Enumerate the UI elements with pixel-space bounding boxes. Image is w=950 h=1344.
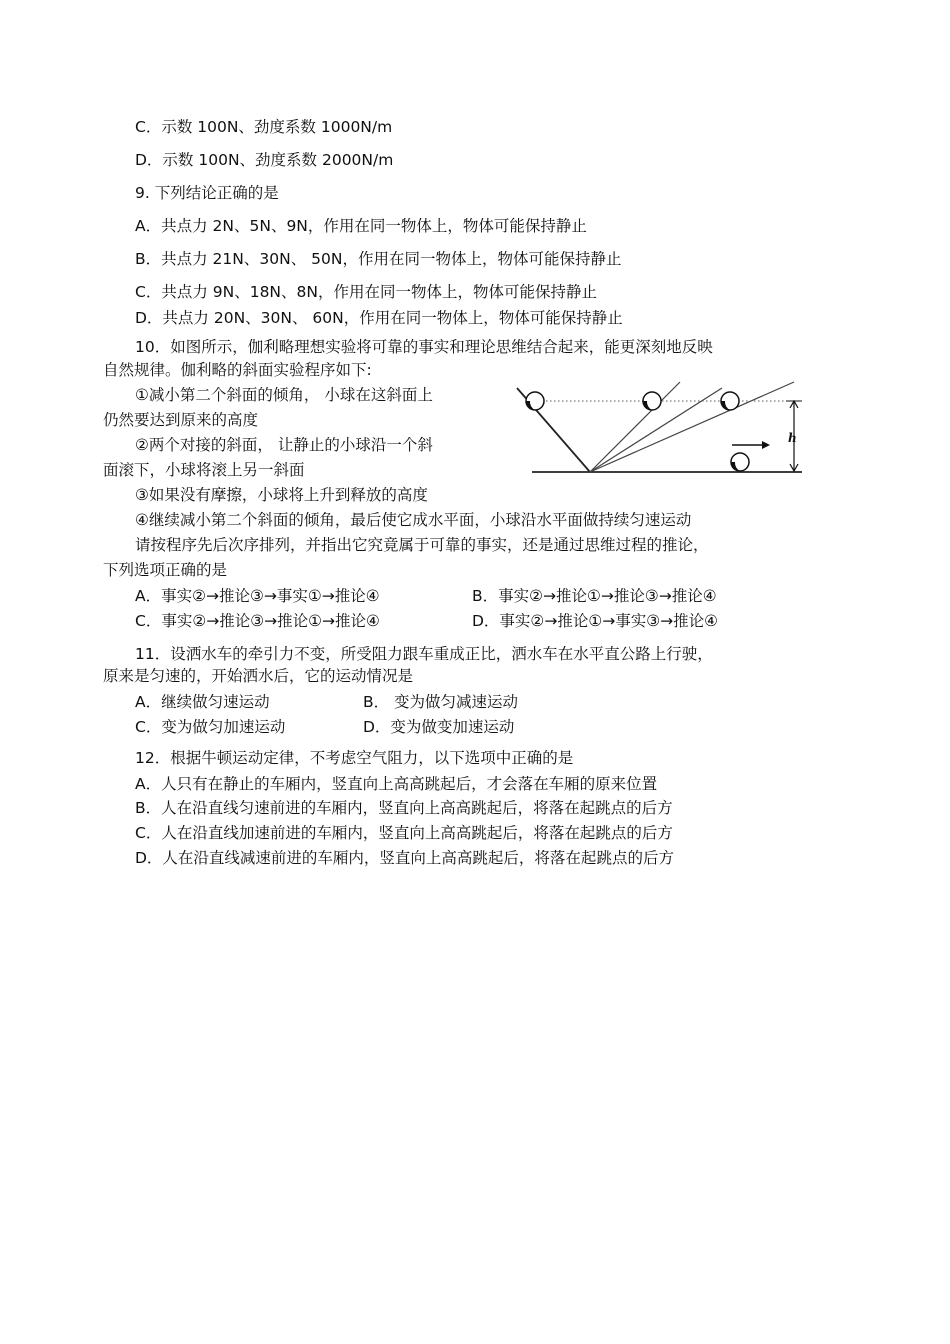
motion-arrowhead	[762, 441, 770, 449]
q11-option-b: B． 变为做匀减速运动	[363, 693, 519, 711]
q9-option-a: A．共点力 2N、5N、9N，作用在同一物体上，物体可能保持静止	[135, 217, 587, 235]
q8-option-d: D．示数 100N、劲度系数 2000N/m	[135, 151, 394, 169]
q10-step3: ③如果没有摩擦，小球将上升到释放的高度	[135, 486, 428, 504]
ball-start	[526, 392, 544, 410]
q10-step2-a: ②两个对接的斜面， 让静止的小球沿一个斜	[135, 436, 433, 454]
q9-stem: 9. 下列结论正确的是	[135, 184, 279, 202]
right-incline-steep	[590, 382, 680, 472]
right-incline-shallow	[590, 382, 794, 472]
ball-steep-incline	[643, 392, 661, 410]
q10-option-d: D．事实②→推论①→事实③→推论④	[472, 612, 718, 630]
ball-shallow-incline	[721, 392, 739, 410]
q11-option-d: D．变为做变加速运动	[363, 718, 515, 736]
q8-option-c: C．示数 100N、劲度系数 1000N/m	[135, 118, 393, 136]
q10-ask-line2: 下列选项正确的是	[103, 561, 228, 579]
q10-step1-b: 仍然要达到原来的高度	[103, 411, 259, 429]
q9-option-c: C．共点力 9N、18N、8N，作用在同一物体上，物体可能保持静止	[135, 283, 597, 301]
q11-option-a: A．继续做匀速运动	[135, 693, 270, 711]
q12-option-b: B．人在沿直线匀速前进的车厢内，竖直向上高高跳起后，将落在起跳点的后方	[135, 799, 673, 817]
q10-step1-a: ①减小第二个斜面的倾角， 小球在这斜面上	[135, 386, 433, 404]
q12-option-a: A．人只有在静止的车厢内，竖直向上高高跳起后，才会落在车厢的原来位置	[135, 775, 658, 793]
q11-stem-line2: 原来是匀速的，开始洒水后，它的运动情况是	[103, 667, 414, 685]
q10-step4: ④继续减小第二个斜面的倾角，最后使它成水平面，小球沿水平面做持续匀速运动	[135, 511, 692, 529]
q11-option-c: C．变为做匀加速运动	[135, 718, 286, 736]
q9-option-b: B．共点力 21N、30N、 50N，作用在同一物体上，物体可能保持静止	[135, 250, 622, 268]
q11-stem-line1: 11．设洒水车的牵引力不变，所受阻力跟车重成正比，洒水车在水平直公路上行驶，	[135, 645, 713, 663]
q9-option-d: D．共点力 20N、30N、 60N，作用在同一物体上，物体可能保持静止	[135, 309, 623, 327]
ball-horizontal	[731, 453, 749, 471]
height-label: h	[788, 431, 797, 445]
q10-stem-line2: 自然规律。伽利略的斜面实验程序如下:	[103, 361, 372, 379]
galileo-incline-figure	[512, 378, 812, 480]
q12-option-d: D．人在沿直线减速前进的车厢内，竖直向上高高跳起后，将落在起跳点的后方	[135, 849, 674, 867]
q10-stem-line1: 10．如图所示，伽利略理想实验将可靠的事实和理论思维结合起来，能更深刻地反映	[135, 338, 713, 356]
q10-ask-line1: 请按程序先后次序排列，并指出它究竟属于可靠的事实，还是通过思维过程的推论，	[135, 536, 709, 554]
q12-stem: 12．根据牛顿运动定律，不考虑空气阻力，以下选项中正确的是	[135, 749, 574, 767]
q10-step2-b: 面滚下，小球将滚上另一斜面	[103, 461, 305, 479]
q10-option-b: B．事实②→推论①→推论③→推论④	[472, 587, 717, 605]
q10-option-a: A．事实②→推论③→事实①→推论④	[135, 587, 380, 605]
q12-option-c: C．人在沿直线加速前进的车厢内，竖直向上高高跳起后，将落在起跳点的后方	[135, 824, 673, 842]
q10-option-c: C．事实②→推论③→推论①→推论④	[135, 612, 380, 630]
